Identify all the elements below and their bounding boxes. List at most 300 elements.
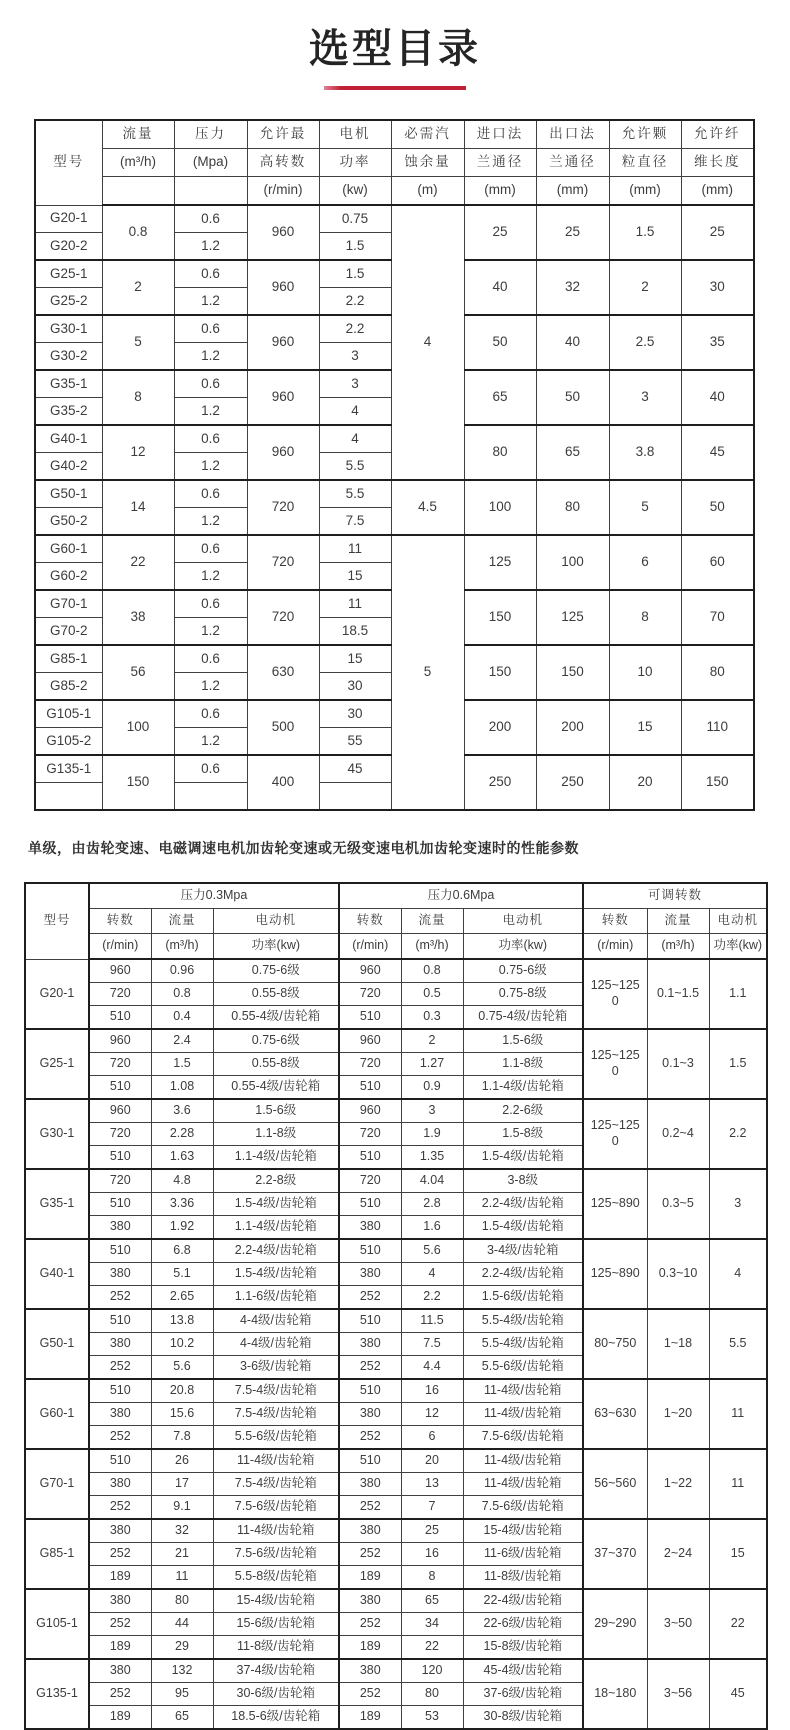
- speed-06mpa-cell: 510: [339, 1146, 401, 1170]
- speed-06mpa-cell: 189: [339, 1706, 401, 1730]
- speed-03mpa-cell: 189: [89, 1566, 151, 1590]
- speed-06mpa-cell: 252: [339, 1496, 401, 1520]
- flow-03mpa-cell: 2.28: [151, 1123, 213, 1146]
- particle-diameter-cell: 10: [609, 645, 681, 700]
- speed-cell: 720: [247, 535, 319, 590]
- t1-header-pressure-unit: [174, 177, 247, 206]
- t2-header-model: 型号: [25, 883, 89, 959]
- adjustable-speed-cell: 125~1250: [583, 1029, 647, 1099]
- speed-06mpa-cell: 510: [339, 1449, 401, 1473]
- table-row: [35, 205, 754, 233]
- flow-03mpa-cell: 20.8: [151, 1379, 213, 1403]
- motor-06mpa-cell: 0.75-4级/齿轮箱: [463, 1006, 583, 1030]
- motor-06mpa-cell: 1.1-4级/齿轮箱: [463, 1076, 583, 1100]
- pressure-cell: 0.6: [174, 755, 247, 783]
- adjustable-speed-cell: 125~890: [583, 1239, 647, 1309]
- t2-h-speed-adj: 转数: [583, 909, 647, 934]
- speed-06mpa-cell: 510: [339, 1239, 401, 1263]
- adjustable-power-cell: 45: [709, 1659, 767, 1729]
- motor-06mpa-cell: 11-8级/齿轮箱: [463, 1566, 583, 1590]
- motor-03mpa-cell: 0.55-8级: [213, 1053, 339, 1076]
- speed-06mpa-cell: 380: [339, 1519, 401, 1543]
- adjustable-flow-cell: 1~20: [647, 1379, 709, 1449]
- speed-03mpa-cell: 510: [89, 1309, 151, 1333]
- pressure-cell: 0.6: [174, 370, 247, 398]
- particle-diameter-cell: 3.8: [609, 425, 681, 480]
- t1-header-particle: 允许颗: [609, 120, 681, 149]
- power-cell: 15: [319, 563, 391, 591]
- table-row: [25, 1029, 767, 1053]
- motor-06mpa-cell: 3-8级: [463, 1169, 583, 1193]
- power-cell: 7.5: [319, 508, 391, 536]
- speed-03mpa-cell: 510: [89, 1449, 151, 1473]
- motor-03mpa-cell: 18.5-6级/齿轮箱: [213, 1706, 339, 1730]
- adjustable-flow-cell: 3~50: [647, 1589, 709, 1659]
- adjustable-power-cell: 1.5: [709, 1029, 767, 1099]
- pressure-cell: 0.6: [174, 315, 247, 343]
- speed-cell: 630: [247, 645, 319, 700]
- motor-03mpa-cell: 0.55-4级/齿轮箱: [213, 1006, 339, 1030]
- flow-06mpa-cell: 0.8: [401, 959, 463, 983]
- motor-06mpa-cell: 1.5-4级/齿轮箱: [463, 1216, 583, 1240]
- pressure-cell: 1.2: [174, 563, 247, 591]
- speed-06mpa-cell: 380: [339, 1216, 401, 1240]
- flow-03mpa-cell: 5.6: [151, 1356, 213, 1380]
- speed-cell: 720: [247, 480, 319, 535]
- flow-03mpa-cell: 11: [151, 1566, 213, 1590]
- speed-06mpa-cell: 720: [339, 1123, 401, 1146]
- speed-06mpa-cell: 380: [339, 1403, 401, 1426]
- motor-03mpa-cell: 15-4级/齿轮箱: [213, 1589, 339, 1613]
- flow-03mpa-cell: 7.8: [151, 1426, 213, 1450]
- motor-03mpa-cell: 5.5-8级/齿轮箱: [213, 1566, 339, 1590]
- flow-03mpa-cell: 65: [151, 1706, 213, 1730]
- motor-06mpa-cell: 11-4级/齿轮箱: [463, 1403, 583, 1426]
- t1-header-inlet: 进口法: [464, 120, 536, 149]
- table-row: [35, 535, 754, 563]
- motor-06mpa-cell: 3-4级/齿轮箱: [463, 1239, 583, 1263]
- model-cell: G20-1: [25, 959, 89, 1029]
- motor-06mpa-cell: 1.5-6级/齿轮箱: [463, 1286, 583, 1310]
- model-cell: G35-2: [35, 398, 102, 426]
- adjustable-power-cell: 5.5: [709, 1309, 767, 1379]
- selection-table-header: [35, 120, 754, 205]
- adjustable-power-cell: 2.2: [709, 1099, 767, 1169]
- table-row: [25, 1589, 767, 1613]
- speed-03mpa-cell: 510: [89, 1379, 151, 1403]
- table-row: [25, 1169, 767, 1193]
- motor-06mpa-cell: 22-4级/齿轮箱: [463, 1589, 583, 1613]
- pressure-cell: 1.2: [174, 453, 247, 481]
- speed-06mpa-cell: 510: [339, 1076, 401, 1100]
- fiber-length-cell: 40: [681, 370, 754, 425]
- fiber-length-cell: 30: [681, 260, 754, 315]
- speed-03mpa-cell: 510: [89, 1193, 151, 1216]
- motor-06mpa-cell: 7.5-6级/齿轮箱: [463, 1426, 583, 1450]
- model-cell: G85-2: [35, 673, 102, 701]
- adjustable-flow-cell: 2~24: [647, 1519, 709, 1589]
- inlet-flange-cell: 50: [464, 315, 536, 370]
- adjustable-speed-cell: 125~1250: [583, 1099, 647, 1169]
- t1-header-inlet-l2: 兰通径: [464, 149, 536, 177]
- t1-header-outlet-l2: 兰通径: [536, 149, 609, 177]
- speed-06mpa-cell: 720: [339, 1053, 401, 1076]
- t2-h-flow-06: 流量: [401, 909, 463, 934]
- motor-06mpa-cell: 37-6级/齿轮箱: [463, 1683, 583, 1706]
- t2-h-motor-06: 电动机: [463, 909, 583, 934]
- speed-06mpa-cell: 960: [339, 1029, 401, 1053]
- model-cell: G20-1: [35, 205, 102, 233]
- flow-06mpa-cell: 7: [401, 1496, 463, 1520]
- model-cell: G50-2: [35, 508, 102, 536]
- flow-06mpa-cell: 16: [401, 1379, 463, 1403]
- motor-06mpa-cell: 5.5-4级/齿轮箱: [463, 1309, 583, 1333]
- power-cell: 30: [319, 673, 391, 701]
- model-cell: G20-2: [35, 233, 102, 261]
- speed-03mpa-cell: 380: [89, 1333, 151, 1356]
- flow-03mpa-cell: 1.5: [151, 1053, 213, 1076]
- fiber-length-cell: 110: [681, 700, 754, 755]
- motor-06mpa-cell: 11-6级/齿轮箱: [463, 1543, 583, 1566]
- t2-u-motor-adj: 功率(kw): [709, 934, 767, 960]
- inlet-flange-cell: 125: [464, 535, 536, 590]
- t2-u-speed-06: (r/min): [339, 934, 401, 960]
- model-cell: G35-1: [35, 370, 102, 398]
- speed-03mpa-cell: 252: [89, 1286, 151, 1310]
- flow-06mpa-cell: 65: [401, 1589, 463, 1613]
- model-cell: G60-1: [35, 535, 102, 563]
- particle-diameter-cell: 15: [609, 700, 681, 755]
- adjustable-speed-cell: 125~1250: [583, 959, 647, 1029]
- particle-diameter-cell: 2: [609, 260, 681, 315]
- motor-06mpa-cell: 11-4级/齿轮箱: [463, 1379, 583, 1403]
- t1-header-maxspeed: 允许最: [247, 120, 319, 149]
- table-row: [25, 1519, 767, 1543]
- performance-table-header: [25, 883, 767, 959]
- t1-header-flow-unit: [102, 177, 174, 206]
- t2-u-flow-06: (m³/h): [401, 934, 463, 960]
- motor-06mpa-cell: 1.5-8级: [463, 1123, 583, 1146]
- t1-header-maxspeed-l2: 高转数: [247, 149, 319, 177]
- motor-03mpa-cell: 1.5-4级/齿轮箱: [213, 1193, 339, 1216]
- flow-cell: 12: [102, 425, 174, 480]
- pressure-cell: [174, 783, 247, 811]
- speed-03mpa-cell: 189: [89, 1706, 151, 1730]
- speed-03mpa-cell: 380: [89, 1659, 151, 1683]
- inlet-flange-cell: 100: [464, 480, 536, 535]
- power-cell: 4: [319, 398, 391, 426]
- flow-03mpa-cell: 2.65: [151, 1286, 213, 1310]
- motor-03mpa-cell: 0.55-8级: [213, 983, 339, 1006]
- flow-06mpa-cell: 5.6: [401, 1239, 463, 1263]
- outlet-flange-cell: 125: [536, 590, 609, 645]
- speed-06mpa-cell: 252: [339, 1426, 401, 1450]
- flow-03mpa-cell: 0.4: [151, 1006, 213, 1030]
- power-cell: [319, 783, 391, 811]
- table-row: [35, 480, 754, 508]
- adjustable-speed-cell: 37~370: [583, 1519, 647, 1589]
- speed-06mpa-cell: 252: [339, 1613, 401, 1636]
- model-cell: G30-2: [35, 343, 102, 371]
- flow-03mpa-cell: 1.63: [151, 1146, 213, 1170]
- t1-header-fiber-l2: 维长度: [681, 149, 754, 177]
- inlet-flange-cell: 200: [464, 700, 536, 755]
- selection-table-body: [35, 205, 754, 810]
- fiber-length-cell: 70: [681, 590, 754, 645]
- inlet-flange-cell: 80: [464, 425, 536, 480]
- speed-06mpa-cell: 720: [339, 1169, 401, 1193]
- flow-06mpa-cell: 4.04: [401, 1169, 463, 1193]
- flow-03mpa-cell: 17: [151, 1473, 213, 1496]
- npsh-cell: 4.5: [391, 480, 464, 535]
- t1-header-particle-unit: (mm): [609, 177, 681, 206]
- t1-header-pressure: 压力: [174, 120, 247, 149]
- power-cell: 45: [319, 755, 391, 783]
- adjustable-flow-cell: 0.2~4: [647, 1099, 709, 1169]
- table-row: [25, 959, 767, 983]
- speed-03mpa-cell: 960: [89, 1099, 151, 1123]
- speed-06mpa-cell: 252: [339, 1286, 401, 1310]
- t1-header-fiber: 允许纤: [681, 120, 754, 149]
- flow-03mpa-cell: 1.92: [151, 1216, 213, 1240]
- flow-cell: 38: [102, 590, 174, 645]
- flow-03mpa-cell: 132: [151, 1659, 213, 1683]
- adjustable-speed-cell: 29~290: [583, 1589, 647, 1659]
- model-cell: G50-1: [35, 480, 102, 508]
- t2-h-speed-03: 转数: [89, 909, 151, 934]
- adjustable-flow-cell: 1~18: [647, 1309, 709, 1379]
- flow-06mpa-cell: 3: [401, 1099, 463, 1123]
- t2-u-speed-03: (r/min): [89, 934, 151, 960]
- motor-06mpa-cell: 45-4级/齿轮箱: [463, 1659, 583, 1683]
- motor-06mpa-cell: 2.2-4级/齿轮箱: [463, 1193, 583, 1216]
- adjustable-flow-cell: 0.1~3: [647, 1029, 709, 1099]
- power-cell: 18.5: [319, 618, 391, 646]
- speed-03mpa-cell: 960: [89, 1029, 151, 1053]
- flow-06mpa-cell: 2: [401, 1029, 463, 1053]
- speed-03mpa-cell: 252: [89, 1426, 151, 1450]
- model-cell: G40-2: [35, 453, 102, 481]
- table-row: [25, 1099, 767, 1123]
- motor-06mpa-cell: 5.5-6级/齿轮箱: [463, 1356, 583, 1380]
- outlet-flange-cell: 50: [536, 370, 609, 425]
- fiber-length-cell: 150: [681, 755, 754, 810]
- outlet-flange-cell: 40: [536, 315, 609, 370]
- speed-03mpa-cell: 510: [89, 1146, 151, 1170]
- speed-06mpa-cell: 380: [339, 1473, 401, 1496]
- motor-06mpa-cell: 15-4级/齿轮箱: [463, 1519, 583, 1543]
- t1-header-outlet-unit: (mm): [536, 177, 609, 206]
- t1-header-flow-l2: (m³/h): [102, 149, 174, 177]
- flow-cell: 0.8: [102, 205, 174, 260]
- speed-06mpa-cell: 510: [339, 1193, 401, 1216]
- pressure-cell: 1.2: [174, 618, 247, 646]
- power-cell: 2.2: [319, 288, 391, 316]
- flow-03mpa-cell: 21: [151, 1543, 213, 1566]
- flow-06mpa-cell: 6: [401, 1426, 463, 1450]
- t2-u-flow-03: (m³/h): [151, 934, 213, 960]
- speed-cell: 960: [247, 315, 319, 370]
- flow-cell: 2: [102, 260, 174, 315]
- flow-03mpa-cell: 0.96: [151, 959, 213, 983]
- page-title: 选型目录: [309, 27, 481, 71]
- motor-06mpa-cell: 11-4级/齿轮箱: [463, 1473, 583, 1496]
- flow-03mpa-cell: 95: [151, 1683, 213, 1706]
- pressure-cell: 0.6: [174, 425, 247, 453]
- t1-header-npsh-l2: 蚀余量: [391, 149, 464, 177]
- speed-03mpa-cell: 380: [89, 1216, 151, 1240]
- model-cell: G85-1: [35, 645, 102, 673]
- power-cell: 2.2: [319, 315, 391, 343]
- model-cell: G135-1: [25, 1659, 89, 1729]
- power-cell: 55: [319, 728, 391, 756]
- speed-06mpa-cell: 510: [339, 1006, 401, 1030]
- motor-06mpa-cell: 30-8级/齿轮箱: [463, 1706, 583, 1730]
- npsh-cell: 4: [391, 205, 464, 480]
- t1-header-model: 型号: [35, 120, 102, 205]
- speed-03mpa-cell: 720: [89, 983, 151, 1006]
- t1-header-fiber-unit: (mm): [681, 177, 754, 206]
- t2-h-motor-adj: 电动机: [709, 909, 767, 934]
- model-cell: G135-1: [35, 755, 102, 783]
- outlet-flange-cell: 250: [536, 755, 609, 810]
- pressure-cell: 1.2: [174, 508, 247, 536]
- adjustable-power-cell: 11: [709, 1449, 767, 1519]
- performance-table-body: [25, 959, 767, 1729]
- model-cell: G25-1: [25, 1029, 89, 1099]
- speed-03mpa-cell: 960: [89, 959, 151, 983]
- pressure-cell: 1.2: [174, 673, 247, 701]
- pressure-cell: 0.6: [174, 645, 247, 673]
- speed-03mpa-cell: 510: [89, 1076, 151, 1100]
- t1-header-maxspeed-unit: (r/min): [247, 177, 319, 206]
- flow-03mpa-cell: 0.8: [151, 983, 213, 1006]
- inlet-flange-cell: 40: [464, 260, 536, 315]
- performance-note: 单级，由齿轮变速、电磁调速电机加齿轮变速或无级变速电机加齿轮变速时的性能参数: [28, 840, 579, 856]
- flow-06mpa-cell: 80: [401, 1683, 463, 1706]
- motor-03mpa-cell: 7.5-4级/齿轮箱: [213, 1379, 339, 1403]
- motor-06mpa-cell: 5.5-4级/齿轮箱: [463, 1333, 583, 1356]
- flow-06mpa-cell: 8: [401, 1566, 463, 1590]
- speed-06mpa-cell: 189: [339, 1566, 401, 1590]
- flow-06mpa-cell: 13: [401, 1473, 463, 1496]
- title-underline: [324, 86, 466, 90]
- model-cell: G105-2: [35, 728, 102, 756]
- t2-group-adjustable: 可调转数: [583, 883, 767, 909]
- motor-06mpa-cell: 1.1-8级: [463, 1053, 583, 1076]
- motor-06mpa-cell: 1.5-6级: [463, 1029, 583, 1053]
- outlet-flange-cell: 200: [536, 700, 609, 755]
- flow-cell: 5: [102, 315, 174, 370]
- adjustable-speed-cell: 80~750: [583, 1309, 647, 1379]
- flow-03mpa-cell: 9.1: [151, 1496, 213, 1520]
- t1-header-npsh: 必需汽: [391, 120, 464, 149]
- table-row: [25, 1309, 767, 1333]
- motor-03mpa-cell: 2.2-8级: [213, 1169, 339, 1193]
- motor-03mpa-cell: 1.5-4级/齿轮箱: [213, 1263, 339, 1286]
- flow-06mpa-cell: 11.5: [401, 1309, 463, 1333]
- t1-header-motor-l2: 功率: [319, 149, 391, 177]
- flow-06mpa-cell: 1.6: [401, 1216, 463, 1240]
- motor-06mpa-cell: 11-4级/齿轮箱: [463, 1449, 583, 1473]
- t2-group-03mpa: 压力0.3Mpa: [89, 883, 339, 909]
- speed-03mpa-cell: 510: [89, 1006, 151, 1030]
- speed-03mpa-cell: 380: [89, 1589, 151, 1613]
- model-cell: G60-2: [35, 563, 102, 591]
- flow-03mpa-cell: 10.2: [151, 1333, 213, 1356]
- motor-03mpa-cell: 3-6级/齿轮箱: [213, 1356, 339, 1380]
- fiber-length-cell: 25: [681, 205, 754, 260]
- pressure-cell: 1.2: [174, 233, 247, 261]
- model-cell: G85-1: [25, 1519, 89, 1589]
- flow-03mpa-cell: 2.4: [151, 1029, 213, 1053]
- table-row: [25, 1449, 767, 1473]
- inlet-flange-cell: 250: [464, 755, 536, 810]
- table-row: [25, 1239, 767, 1263]
- flow-06mpa-cell: 7.5: [401, 1333, 463, 1356]
- flow-06mpa-cell: 0.9: [401, 1076, 463, 1100]
- motor-03mpa-cell: 4-4级/齿轮箱: [213, 1333, 339, 1356]
- model-cell: G30-1: [35, 315, 102, 343]
- speed-06mpa-cell: 960: [339, 1099, 401, 1123]
- model-cell: G70-1: [35, 590, 102, 618]
- speed-06mpa-cell: 380: [339, 1263, 401, 1286]
- flow-06mpa-cell: 2.2: [401, 1286, 463, 1310]
- motor-03mpa-cell: 0.75-6级: [213, 959, 339, 983]
- flow-cell: 14: [102, 480, 174, 535]
- speed-cell: 500: [247, 700, 319, 755]
- pressure-cell: 1.2: [174, 288, 247, 316]
- speed-06mpa-cell: 252: [339, 1543, 401, 1566]
- adjustable-power-cell: 3: [709, 1169, 767, 1239]
- motor-03mpa-cell: 1.1-6级/齿轮箱: [213, 1286, 339, 1310]
- t2-group-06mpa: 压力0.6Mpa: [339, 883, 583, 909]
- speed-03mpa-cell: 720: [89, 1123, 151, 1146]
- adjustable-speed-cell: 125~890: [583, 1169, 647, 1239]
- model-cell: G60-1: [25, 1379, 89, 1449]
- model-cell: G25-2: [35, 288, 102, 316]
- motor-03mpa-cell: 7.5-6级/齿轮箱: [213, 1496, 339, 1520]
- flow-03mpa-cell: 6.8: [151, 1239, 213, 1263]
- motor-06mpa-cell: 2.2-6级: [463, 1099, 583, 1123]
- speed-03mpa-cell: 189: [89, 1636, 151, 1660]
- adjustable-flow-cell: 0.3~10: [647, 1239, 709, 1309]
- model-cell: G25-1: [35, 260, 102, 288]
- pressure-cell: 1.2: [174, 728, 247, 756]
- adjustable-flow-cell: 1~22: [647, 1449, 709, 1519]
- t1-header-inlet-unit: (mm): [464, 177, 536, 206]
- model-cell: G50-1: [25, 1309, 89, 1379]
- speed-06mpa-cell: 510: [339, 1309, 401, 1333]
- flow-06mpa-cell: 1.9: [401, 1123, 463, 1146]
- power-cell: 4: [319, 425, 391, 453]
- pressure-cell: 0.6: [174, 260, 247, 288]
- flow-03mpa-cell: 15.6: [151, 1403, 213, 1426]
- fiber-length-cell: 35: [681, 315, 754, 370]
- flow-03mpa-cell: 4.8: [151, 1169, 213, 1193]
- adjustable-flow-cell: 0.1~1.5: [647, 959, 709, 1029]
- pressure-cell: 0.6: [174, 205, 247, 233]
- t2-u-motor-03: 功率(kw): [213, 934, 339, 960]
- fiber-length-cell: 50: [681, 480, 754, 535]
- t1-header-motor: 电机: [319, 120, 391, 149]
- t2-u-speed-adj: (r/min): [583, 934, 647, 960]
- flow-cell: 22: [102, 535, 174, 590]
- speed-06mpa-cell: 252: [339, 1683, 401, 1706]
- t2-h-flow-03: 流量: [151, 909, 213, 934]
- t2-h-flow-adj: 流量: [647, 909, 709, 934]
- power-cell: 15: [319, 645, 391, 673]
